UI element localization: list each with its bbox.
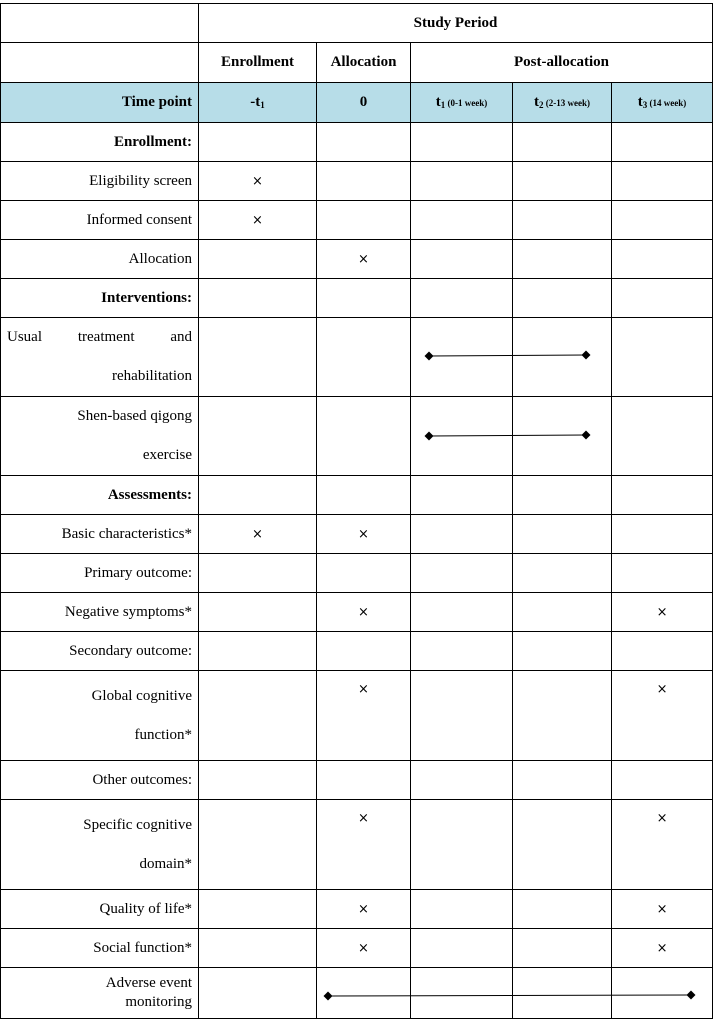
start-diamond-marker — [425, 352, 434, 361]
timepoint-t2 — [513, 83, 612, 123]
cell — [317, 201, 411, 240]
usual-span-cell — [411, 318, 513, 397]
start-diamond-marker — [425, 432, 434, 441]
qigong-label — [1, 397, 199, 476]
usual-treatment-line1: Usual treatment and — [7, 329, 192, 345]
cell — [199, 554, 317, 593]
table-row — [1, 279, 713, 318]
cell — [199, 476, 317, 515]
table-row — [1, 240, 713, 279]
cell — [199, 240, 317, 279]
table-row — [1, 761, 713, 800]
cell — [199, 593, 317, 632]
timepoint-enrollment — [199, 83, 317, 123]
cell — [411, 476, 513, 515]
cell — [513, 593, 612, 632]
mark-x-symbol: × — [358, 682, 369, 697]
qigong-line2: exercise — [142, 447, 192, 463]
cell — [513, 761, 612, 800]
header-row-study-period — [1, 4, 713, 43]
table-row — [1, 123, 713, 162]
table-row — [1, 201, 713, 240]
other-outcomes-label: Other outcomes: — [1, 761, 199, 800]
t2-range: (2-13 week) — [543, 98, 590, 108]
cell — [513, 240, 612, 279]
cell — [612, 761, 713, 800]
qigong-line1: Shen-based qigong — [77, 408, 192, 424]
cell — [513, 123, 612, 162]
cell — [411, 761, 513, 800]
interventions-section-heading: Interventions: — [1, 279, 199, 318]
cell — [513, 929, 612, 968]
cell — [513, 632, 612, 671]
table-row — [1, 318, 713, 397]
cell — [513, 318, 612, 397]
global-cognitive-line2: function* — [134, 726, 192, 743]
cell — [199, 890, 317, 929]
cell — [612, 476, 713, 515]
timepoint-allocation: 0 — [317, 83, 411, 123]
cell — [612, 968, 713, 1019]
cell — [513, 201, 612, 240]
global-cognitive-line1: Global cognitive — [91, 687, 192, 704]
table-row — [1, 929, 713, 968]
cell — [411, 123, 513, 162]
specific-cognitive-line2: domain* — [139, 855, 192, 872]
table-row — [1, 162, 713, 201]
adverse-span-cell — [317, 968, 411, 1019]
adverse-event-label — [1, 968, 199, 1019]
mark-x: × — [199, 201, 317, 240]
cell — [411, 968, 513, 1019]
timepoint-t1 — [411, 83, 513, 123]
mark-x — [317, 671, 411, 761]
negative-symptoms-label: Negative symptoms* — [1, 593, 199, 632]
allocation-phase-header: Allocation — [317, 43, 411, 83]
cell — [612, 632, 713, 671]
header-row-phases — [1, 43, 713, 83]
informed-consent-label: Informed consent — [1, 201, 199, 240]
cell — [513, 515, 612, 554]
cell — [612, 554, 713, 593]
quality-of-life-label: Quality of life* — [1, 890, 199, 929]
cell — [411, 201, 513, 240]
enrollment-section-heading: Enrollment: — [1, 123, 199, 162]
t3-sub: 3 — [642, 100, 648, 110]
mark-x: × — [317, 240, 411, 279]
cell — [513, 968, 612, 1019]
cell — [317, 162, 411, 201]
primary-outcome-label: Primary outcome: — [1, 554, 199, 593]
cell — [411, 890, 513, 929]
timepoint-t3 — [612, 83, 713, 123]
cell — [612, 515, 713, 554]
social-function-label: Social function* — [1, 929, 199, 968]
global-cognitive-label — [1, 671, 199, 761]
cell — [317, 476, 411, 515]
cell — [612, 397, 713, 476]
cell — [513, 671, 612, 761]
mark-x: × — [199, 515, 317, 554]
eligibility-screen-label: Eligibility screen — [1, 162, 199, 201]
adverse-event-line2: monitoring — [125, 994, 192, 1010]
cell — [411, 279, 513, 318]
mark-x-symbol: × — [656, 811, 668, 826]
cell — [317, 761, 411, 800]
cell — [612, 279, 713, 318]
basic-characteristics-label: Basic characteristics* — [1, 515, 199, 554]
cell — [199, 929, 317, 968]
specific-cognitive-label — [1, 800, 199, 890]
cell — [199, 800, 317, 890]
post-allocation-phase-header: Post-allocation — [411, 43, 713, 83]
t1-main: t — [435, 94, 441, 110]
cell — [513, 397, 612, 476]
table-row — [1, 476, 713, 515]
t1-sub: 1 — [440, 100, 446, 110]
mark-x — [612, 800, 713, 890]
cell — [317, 279, 411, 318]
usual-treatment-label — [1, 318, 199, 397]
cell — [513, 800, 612, 890]
cell — [513, 554, 612, 593]
cell — [199, 397, 317, 476]
table-row — [1, 632, 713, 671]
t3-main: t — [637, 94, 643, 110]
header-corner-cell — [1, 4, 199, 43]
cell — [411, 554, 513, 593]
cell — [199, 318, 317, 397]
mark-x: × — [612, 593, 713, 632]
cell — [199, 671, 317, 761]
table-row — [1, 397, 713, 476]
table-row — [1, 800, 713, 890]
mark-x — [612, 671, 713, 761]
cell — [411, 929, 513, 968]
mark-x: × — [612, 929, 713, 968]
cell — [612, 201, 713, 240]
cell — [513, 279, 612, 318]
timepoint-label: Time point — [1, 83, 199, 123]
table-row — [1, 968, 713, 1019]
header-blank-cell — [1, 43, 199, 83]
cell — [411, 162, 513, 201]
mark-x-symbol: × — [656, 682, 668, 697]
t1-range: (0-1 week) — [445, 98, 488, 108]
cell — [612, 162, 713, 201]
cell — [411, 632, 513, 671]
table-row — [1, 554, 713, 593]
usual-treatment-line2: rehabilitation — [112, 368, 192, 384]
cell — [317, 397, 411, 476]
mark-x: × — [317, 890, 411, 929]
table-row — [1, 515, 713, 554]
table-row — [1, 671, 713, 761]
mark-x: × — [317, 929, 411, 968]
start-diamond-marker — [324, 992, 333, 1001]
mark-x: × — [317, 515, 411, 554]
cell — [317, 123, 411, 162]
study-period-header: Study Period — [199, 4, 713, 43]
enrollment-phase-header: Enrollment — [199, 43, 317, 83]
t3-range: (14 week) — [647, 98, 687, 108]
mark-x: × — [612, 890, 713, 929]
cell — [411, 515, 513, 554]
spirit-schedule-table — [0, 3, 713, 1019]
timepoint-row — [1, 83, 713, 123]
assessments-section-heading: Assessments: — [1, 476, 199, 515]
cell — [317, 318, 411, 397]
cell — [199, 968, 317, 1019]
table-row — [1, 593, 713, 632]
mark-x-symbol: × — [358, 811, 369, 826]
tp-enroll-sub: 1 — [260, 100, 265, 110]
adverse-event-line1: Adverse event — [105, 975, 192, 991]
cell — [411, 671, 513, 761]
cell — [317, 632, 411, 671]
cell — [612, 123, 713, 162]
tp-enroll-main: -t — [250, 94, 261, 110]
secondary-outcome-label: Secondary outcome: — [1, 632, 199, 671]
cell — [317, 554, 411, 593]
cell — [513, 476, 612, 515]
mark-x — [317, 800, 411, 890]
cell — [411, 800, 513, 890]
t2-sub: 2 — [539, 100, 544, 110]
cell — [513, 890, 612, 929]
qigong-span-cell — [411, 397, 513, 476]
cell — [612, 318, 713, 397]
allocation-label: Allocation — [1, 240, 199, 279]
cell — [199, 123, 317, 162]
cell — [513, 162, 612, 201]
cell — [612, 240, 713, 279]
cell — [199, 632, 317, 671]
cell — [411, 593, 513, 632]
cell — [411, 240, 513, 279]
table-row — [1, 890, 713, 929]
mark-x: × — [317, 593, 411, 632]
specific-cognitive-line1: Specific cognitive — [83, 816, 192, 833]
cell — [199, 279, 317, 318]
mark-x: × — [199, 162, 317, 201]
cell — [199, 761, 317, 800]
t2-main: t — [534, 94, 539, 110]
